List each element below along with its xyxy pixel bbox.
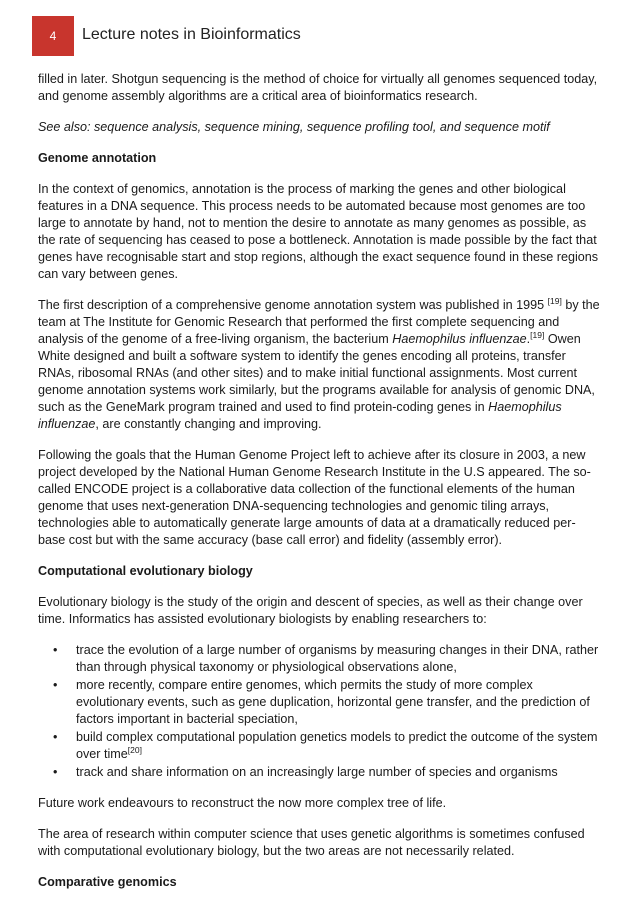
heading-genome-annotation: Genome annotation (38, 151, 157, 165)
paragraph-future-work: Future work endeavours to reconstruct the now more complex tree of life. (38, 796, 447, 810)
list-item-text: build complex computational population genetics models to predict the outcome of the system over time (76, 730, 598, 761)
text-segment: by the team at The Institute for Genomic Research that performed the first complete sequencing and analysis of the genome of a free-living organism, the bacterium (38, 298, 600, 346)
text-segment: Owen White designed and built a software system to identify the genes encoding all proteins, transfer RNAs, ribosomal RNAs (and other sites) and to make initial functional assignments. Most current genome annotation systems work similarly, but the programs available for analysis of genomic DNA, such as the GeneMark program trained and used to find protein-coding genes in (38, 332, 595, 414)
list-item (53, 642, 600, 676)
citation-ref: [20] (127, 744, 142, 755)
bullet-icon: • (53, 730, 58, 744)
heading-comparative-genomics: Comparative genomics (38, 875, 177, 889)
see-also-note: See also: sequence analysis, sequence mining, sequence profiling tool, and sequence motif (38, 120, 550, 134)
text-segment: The first description of a comprehensive genome annotation system was published in 1995 (38, 298, 548, 312)
list-item (53, 729, 600, 763)
page-header (0, 0, 638, 70)
list-item-text: track and share information on an increasingly large number of species and organisms (76, 765, 558, 779)
heading-computational-evolutionary-biology: Computational evolutionary biology (38, 564, 253, 578)
citation-ref: [19] (547, 295, 562, 306)
running-title: Lecture notes in Bioinformatics (82, 26, 301, 43)
bullet-icon: • (53, 678, 58, 692)
paragraph-annotation-context: In the context of genomics, annotation is the process of marking the genes and other biological features in a DNA sequence. This process needs to be automated because most genomes are too large to annotate by hand, not to mention the desire to annotate as many genomes as possible, as the rate of sequencing has ceased to pose a bottleneck. Annotation is made possible by the fact that genes have recognisable start and stop regions, although the exact sequence found in these regions can vary between genes. (38, 182, 599, 281)
paragraph-encode: Following the goals that the Human Genome Project left to achieve after its closure in 2003, a new project developed by the National Human Genome Research Institute in the U.S appeared. The so-called ENCODE project is a collaborative data collection of the functional elements of the human genome that uses next-generation DNA-sequencing technologies and genomic tiling arrays, technologies able to automatically generate large amounts of data at a dramatically reduced per-base cost but with the same accuracy (base call error) and fidelity (assembly error). (38, 448, 591, 547)
bullet-icon: • (53, 765, 58, 779)
citation-ref: [19] (530, 329, 545, 340)
organism-name: Haemophilus influenzae (392, 332, 527, 346)
text-segment: , are constantly changing and improving. (95, 417, 322, 431)
list-item-text: trace the evolution of a large number of organisms by measuring changes in their DNA, rather than through physical taxonomy or physiological observations alone, (76, 643, 599, 674)
list-item-text: more recently, compare entire genomes, which permits the study of more complex evolutionary events, such as gene duplication, horizontal gene transfer, and the prediction of factors important in bacterial speciation, (76, 678, 590, 726)
paragraph-shotgun: filled in later. Shotgun sequencing is the method of choice for virtually all genomes sequenced today, and genome assembly algorithms are a critical area of bioinformatics research. (38, 72, 598, 103)
paragraph-genetic-algorithms: The area of research within computer science that uses genetic algorithms is sometimes confused with computational evolutionary biology, but the two areas are not necessarily related. (38, 827, 585, 858)
list-item (53, 677, 600, 728)
bullet-list (38, 642, 600, 781)
page-content (38, 71, 600, 905)
page-number-badge: 4 (32, 16, 74, 56)
paragraph-annotation-history (38, 297, 600, 433)
organism-name: Haemophilus influenzae (38, 400, 562, 431)
text-segment: . (526, 332, 531, 346)
paragraph-evolutionary-biology: Evolutionary biology is the study of the origin and descent of species, as well as their change over time. Informatics has assisted evolutionary biologists by enabling researchers to: (38, 595, 583, 626)
list-item (53, 764, 600, 781)
bullet-icon: • (53, 643, 58, 657)
